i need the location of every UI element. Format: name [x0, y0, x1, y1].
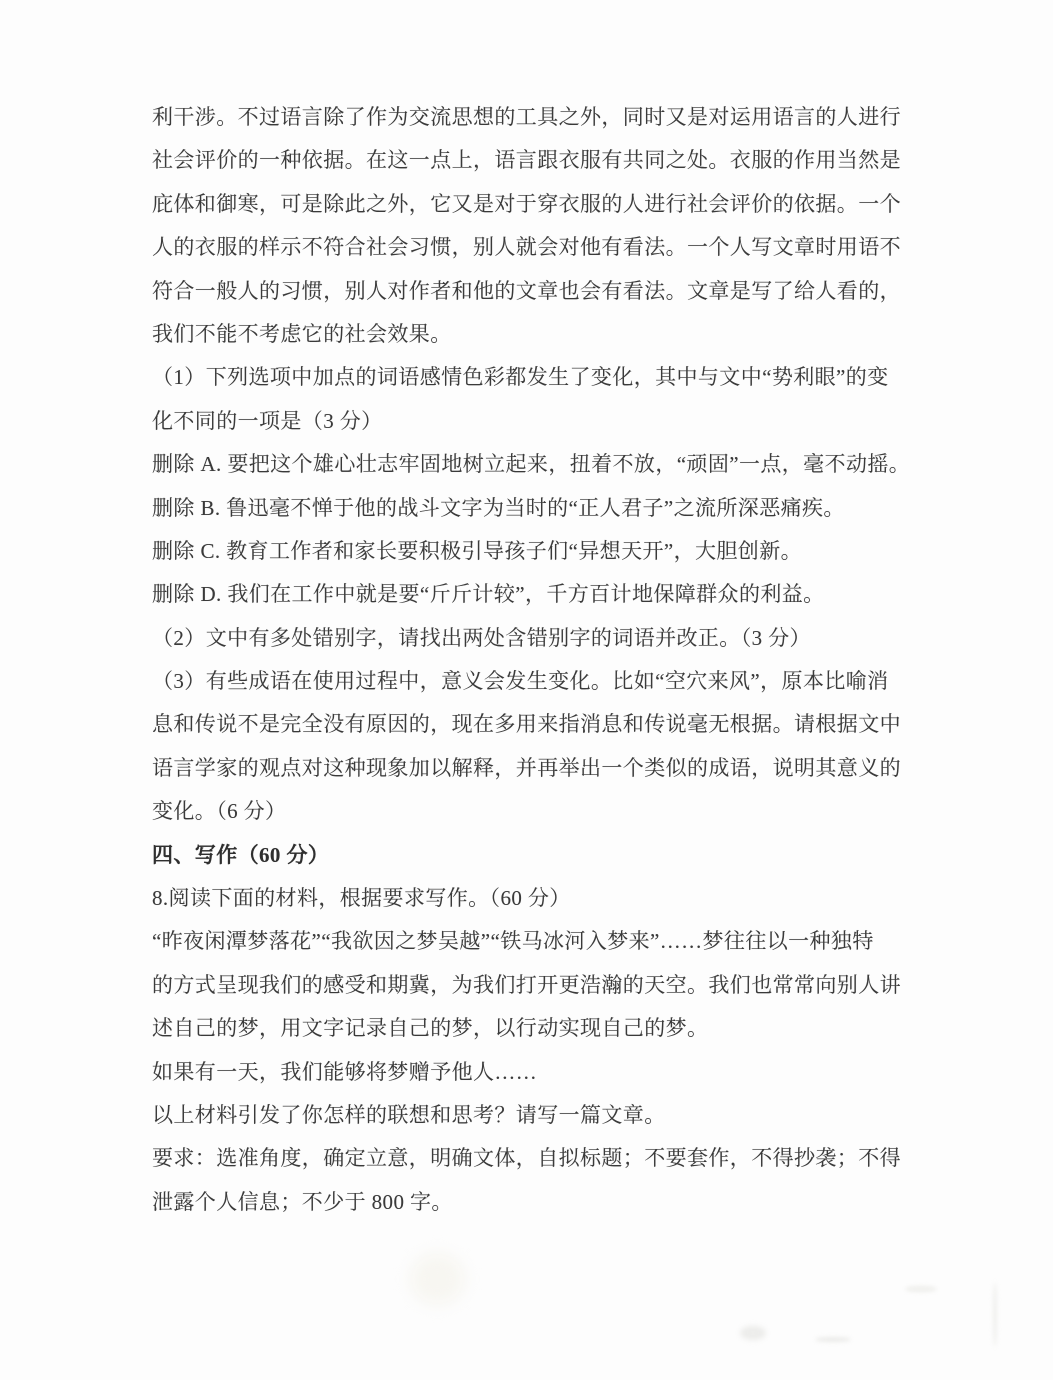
scan-smudge	[410, 1253, 465, 1305]
text-line: 庇体和御寒，可是除此之外，它又是对于穿衣服的人进行社会评价的依据。一个	[152, 191, 901, 216]
question-8-stem: 8.阅读下面的材料，根据要求写作。（60 分）	[152, 886, 571, 911]
question-2-stem: （2）文中有多处错别字，请找出两处含错别字的词语并改正。（3 分）	[152, 625, 811, 650]
question-1-option-b: 删除 B. 鲁迅毫不惮于他的战斗文字为当时的“正人君子”之流所深恶痛疾。	[152, 495, 845, 520]
question-8-material: 述自己的梦，用文字记录自己的梦，以行动实现自己的梦。	[152, 1016, 709, 1041]
question-1	[152, 356, 982, 616]
question-1-stem: （1）下列选项中加点的词语感情色彩都发生了变化，其中与文中“势利眼”的变	[152, 365, 889, 390]
question-8	[152, 877, 982, 1224]
text-line: 我们不能不考虑它的社会效果。	[152, 321, 452, 346]
question-8-material: 的方式呈现我们的感受和期冀，为我们打开更浩瀚的天空。我们也常常向别人讲	[152, 972, 901, 997]
question-8-requirements: 泄露个人信息；不少于 800 字。	[152, 1189, 453, 1214]
exam-paper-page	[152, 96, 982, 1224]
text-line: 符合一般人的习惯，别人对作者和他的文章也会有看法。文章是写了给人看的，	[152, 278, 901, 303]
question-3-stem: （3）有些成语在使用过程中，意义会发生变化。比如“空穴来风”，原本比喻消	[152, 669, 889, 694]
scan-smudge	[740, 1326, 766, 1340]
question-8-material: 如果有一天，我们能够将梦赠予他人……	[152, 1059, 538, 1084]
text-line: 社会评价的一种依据。在这一点上，语言跟衣服有共同之处。衣服的作用当然是	[152, 148, 901, 173]
scan-smudge	[993, 1282, 997, 1347]
question-3-stem: 息和传说不是完全没有原因的，现在多用来指消息和传说毫无根据。请根据文中	[152, 712, 901, 737]
text-line: 人的衣服的样示不符合社会习惯，别人就会对他有看法。一个人写文章时用语不	[152, 235, 901, 260]
question-2	[152, 617, 982, 660]
question-1-stem: 化不同的一项是（3 分）	[152, 408, 383, 433]
question-1-option-c: 删除 C. 教育工作者和家长要积极引导孩子们“异想天开”，大胆创新。	[152, 538, 802, 563]
question-8-requirements: 要求：选准角度，确定立意，明确文体，自拟标题；不要套作，不得抄袭；不得	[152, 1146, 901, 1171]
text-line: 利干涉。不过语言除了作为交流思想的工具之外，同时又是对运用语言的人进行	[152, 105, 901, 129]
question-3-stem: 变化。（6 分）	[152, 799, 287, 824]
scan-smudge	[815, 1337, 851, 1342]
question-3	[152, 660, 982, 834]
question-3-stem: 语言学家的观点对这种现象加以解释，并再举出一个类似的成语，说明其意义的	[152, 755, 901, 780]
question-1-option-d: 删除 D. 我们在工作中就是要“斤斤计较”，千方百计地保障群众的利益。	[152, 582, 825, 607]
question-8-material: 以上材料引发了你怎样的联想和思考？请写一篇文章。	[152, 1102, 666, 1127]
question-8-material: “昨夜闲潭梦落花”“我欲因之梦吴越”“铁马冰河入梦来”……梦往往以一种独特	[152, 929, 874, 954]
section-heading: 四、写作（60 分）	[152, 842, 330, 867]
question-1-option-a: 删除 A. 要把这个雄心壮志牢固地树立起来，扭着不放，“顽固”一点，毫不动摇。	[152, 452, 911, 477]
reading-passage	[152, 96, 982, 356]
scan-smudge	[905, 1286, 937, 1292]
